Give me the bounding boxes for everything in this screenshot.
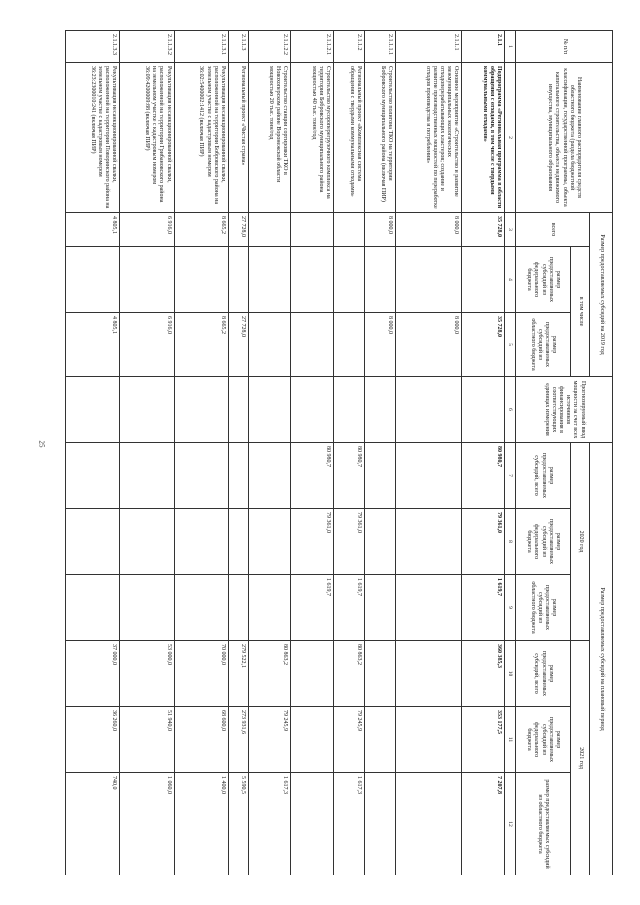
cell-c3: 6 916,0 bbox=[120, 213, 174, 247]
column-index: 4 bbox=[505, 247, 516, 313]
cell-name: Строительство станции сортировки ТКО в Новохоперском районе Воронежской области мощностью 20 тыс. тонн/год bbox=[248, 63, 291, 213]
header-total: всего bbox=[516, 213, 590, 247]
cell-c12: 7 207,8 bbox=[462, 773, 505, 875]
cell-c12: 1 060,0 bbox=[120, 773, 174, 875]
cell-name: Строительство мусороперегрузочного комплекса на территории Бобровского муниципального района мощностью 40 тыс. тонн/год bbox=[291, 63, 334, 213]
cell-c10 bbox=[365, 641, 396, 707]
header-total-2021: размер предоставляемых субсидий, всего bbox=[516, 641, 571, 707]
cell-c9 bbox=[174, 575, 228, 641]
column-index: 3 bbox=[505, 213, 516, 247]
cell-num: 2.1.1.2.1 bbox=[291, 31, 334, 63]
cell-c8 bbox=[174, 509, 228, 575]
column-index: 1 bbox=[505, 31, 516, 63]
header-in-that: в том числе bbox=[571, 247, 590, 377]
cell-c6 bbox=[291, 377, 334, 443]
cell-c7 bbox=[248, 443, 291, 509]
cell-c9: 1 619,7 bbox=[462, 575, 505, 641]
cell-c11 bbox=[291, 707, 334, 773]
cell-c8 bbox=[228, 509, 248, 575]
cell-c10: 70 000,0 bbox=[174, 641, 228, 707]
cell-num: 2.1.1.3.1 bbox=[174, 31, 228, 63]
document-page bbox=[65, 30, 613, 875]
cell-c7 bbox=[396, 443, 462, 509]
cell-c11 bbox=[396, 707, 462, 773]
cell-c8 bbox=[66, 509, 120, 575]
header-2019: Размер предоставляемых субсидий на 2019 год bbox=[590, 213, 613, 377]
cell-c3: 8 000,0 bbox=[396, 213, 462, 247]
cell-c7 bbox=[66, 443, 120, 509]
column-index: 6 bbox=[505, 377, 516, 443]
cell-c4 bbox=[66, 247, 120, 313]
cell-c6 bbox=[66, 377, 120, 443]
cell-c12: 1 400,0 bbox=[174, 773, 228, 875]
cell-c10: 37 000,0 bbox=[66, 641, 120, 707]
cell-c11: 353 177,5 bbox=[462, 707, 505, 773]
cell-c10 bbox=[396, 641, 462, 707]
cell-c5: 4 805,1 bbox=[66, 313, 120, 377]
cell-c5: 6 916,0 bbox=[120, 313, 174, 377]
header-fed-2021: размер предоставляемых субсидий из федерального бюджета bbox=[516, 707, 571, 773]
cell-c3: 27 728,0 bbox=[228, 213, 248, 247]
cell-c4 bbox=[334, 247, 365, 313]
cell-c7 bbox=[174, 443, 228, 509]
column-index: 2 bbox=[505, 63, 516, 213]
cell-c7 bbox=[365, 443, 396, 509]
header-num: № п/п bbox=[516, 31, 613, 63]
cell-c12 bbox=[291, 773, 334, 875]
cell-c11: 36 260,0 bbox=[66, 707, 120, 773]
column-index: 12 bbox=[505, 773, 516, 875]
cell-c4 bbox=[462, 247, 505, 313]
header-total-2020: размер предоставляемых субсидий, всего bbox=[516, 443, 571, 509]
cell-c5: 8 000,0 bbox=[365, 313, 396, 377]
table-row bbox=[174, 31, 228, 876]
table-row bbox=[248, 31, 291, 876]
cell-c6 bbox=[174, 377, 228, 443]
cell-c11: 79 245,9 bbox=[334, 707, 365, 773]
cell-c9 bbox=[248, 575, 291, 641]
cell-c10: 80 863,2 bbox=[248, 641, 291, 707]
cell-c6 bbox=[462, 377, 505, 443]
cell-c3 bbox=[334, 213, 365, 247]
cell-c8: 79 361,0 bbox=[291, 509, 334, 575]
table-row bbox=[228, 31, 248, 876]
cell-c4 bbox=[120, 247, 174, 313]
cell-c12: 740,0 bbox=[66, 773, 120, 875]
cell-num: 2.1.1.2.2 bbox=[248, 31, 291, 63]
cell-c12 bbox=[365, 773, 396, 875]
cell-c8: 79 361,0 bbox=[334, 509, 365, 575]
header-name: Наименование главного распорядителя средств областного бюджета (раздела бюджетной классификации, государственной программы, объекта капитального строительства, объекта недвижимого имущества, муниципального образования bbox=[516, 63, 613, 213]
subsidy-table-container bbox=[65, 30, 613, 875]
table-row bbox=[66, 31, 120, 876]
cell-name: Строительство полигона ТКО на территории Бобровского муниципального района (включая ПИР) bbox=[365, 63, 396, 213]
cell-c5: 27 728,0 bbox=[228, 313, 248, 377]
cell-c6 bbox=[248, 377, 291, 443]
cell-c5 bbox=[334, 313, 365, 377]
cell-c8 bbox=[396, 509, 462, 575]
cell-num: 2.1.1.3.3 bbox=[66, 31, 120, 63]
cell-name: Региональный проект «Чистая страна» bbox=[228, 63, 248, 213]
cell-c6 bbox=[365, 377, 396, 443]
cell-num: 2.1.1.1.1 bbox=[365, 31, 396, 63]
cell-c3: 8 000,0 bbox=[365, 213, 396, 247]
cell-name: Подпрограмма «Региональная программа в области обращения с отходами, в том числе с твердыми коммунальными отходами» bbox=[462, 63, 505, 213]
cell-c5: 35 728,0 bbox=[462, 313, 505, 377]
cell-name: Основное мероприятие «Строительство и развитие межмуниципальных экологических отходоперерабатывающих кластеров; создание и развитие производственных мощностей по переработке отходов производства и потребления» bbox=[396, 63, 462, 213]
cell-c12: 1 617,3 bbox=[334, 773, 365, 875]
cell-name: Региональный проект «Комплексная система обращения с твердыми коммунальными отходами» bbox=[334, 63, 365, 213]
cell-c12: 1 617,3 bbox=[248, 773, 291, 875]
cell-name: Рекультивация несанкционированной свалки, расположенной на территории Грибановского района на земельном участке с кадастровым номером 36:09:4200009:88 (включая ПИР) bbox=[120, 63, 174, 213]
table-body bbox=[66, 31, 505, 876]
cell-c7: 80 980,7 bbox=[334, 443, 365, 509]
cell-c7 bbox=[228, 443, 248, 509]
table-row bbox=[334, 31, 365, 876]
header-planning: Размер предоставляемых субсидий на плановый период bbox=[590, 443, 613, 875]
cell-c10 bbox=[291, 641, 334, 707]
cell-num: 2.1.1.3 bbox=[228, 31, 248, 63]
column-index: 7 bbox=[505, 443, 516, 509]
table-row bbox=[462, 31, 505, 876]
cell-c12 bbox=[396, 773, 462, 875]
column-index: 11 bbox=[505, 707, 516, 773]
cell-c11: 79 245,9 bbox=[248, 707, 291, 773]
cell-c10: 80 863,2 bbox=[334, 641, 365, 707]
column-index: 9 bbox=[505, 575, 516, 641]
column-index-row bbox=[505, 31, 516, 876]
header-reg-2019: размер предоставляемых субсидий из областного бюджета bbox=[516, 313, 571, 377]
cell-num: 2.1.1.1 bbox=[396, 31, 462, 63]
cell-name: Рекультивация несанкционированной свалки, расположенной на территории Поворинского района на земельном участке с кадастровым номером 36:23:2300010:241 (включая ПИР) bbox=[66, 63, 120, 213]
header-2020: 2020 год bbox=[571, 443, 590, 641]
cell-c4 bbox=[396, 247, 462, 313]
column-index: 8 bbox=[505, 509, 516, 575]
cell-c4 bbox=[248, 247, 291, 313]
header-fed-2020: размер предоставляемых субсидий из федерального бюджета bbox=[516, 509, 571, 575]
header-reg-2020: размер предоставляемых субсидий из областного бюджета bbox=[516, 575, 571, 641]
header-forecast: Прогнозируемый ввод мощности за счет всех источников финансирования в соответствующих единицах измерения bbox=[516, 377, 613, 443]
cell-c5 bbox=[248, 313, 291, 377]
cell-c3: 35 728,0 bbox=[462, 213, 505, 247]
cell-c9 bbox=[228, 575, 248, 641]
cell-c7: 80 980,7 bbox=[462, 443, 505, 509]
cell-c4 bbox=[228, 247, 248, 313]
cell-c8 bbox=[365, 509, 396, 575]
cell-c8 bbox=[248, 509, 291, 575]
cell-c10: 53 000,0 bbox=[120, 641, 174, 707]
cell-c6 bbox=[334, 377, 365, 443]
cell-c6 bbox=[396, 377, 462, 443]
column-index: 10 bbox=[505, 641, 516, 707]
cell-c9: 1 619,7 bbox=[291, 575, 334, 641]
cell-c3 bbox=[291, 213, 334, 247]
page-number: 25 bbox=[37, 440, 46, 448]
cell-c6 bbox=[228, 377, 248, 443]
cell-c9 bbox=[120, 575, 174, 641]
cell-c11: 51 940,0 bbox=[120, 707, 174, 773]
cell-c11: 273 931,6 bbox=[228, 707, 248, 773]
table-row bbox=[291, 31, 334, 876]
cell-c9 bbox=[365, 575, 396, 641]
cell-c7 bbox=[120, 443, 174, 509]
cell-c4 bbox=[174, 247, 228, 313]
cell-num: 2.1.1.3.2 bbox=[120, 31, 174, 63]
cell-c3: 4 805,1 bbox=[66, 213, 120, 247]
table-row bbox=[365, 31, 396, 876]
cell-name: Рекультивация несанкционированной свалки, расположенной на территории Бобровского района на земельном участке с кадастровым номером 36:02:5400002:1412 (включая ПИР) bbox=[174, 63, 228, 213]
cell-c5 bbox=[291, 313, 334, 377]
table-row bbox=[396, 31, 462, 876]
cell-c11: 68 600,0 bbox=[174, 707, 228, 773]
cell-num: 2.1.1.2 bbox=[334, 31, 365, 63]
cell-c9 bbox=[396, 575, 462, 641]
cell-c6 bbox=[120, 377, 174, 443]
cell-c4 bbox=[291, 247, 334, 313]
cell-c12: 5 590,5 bbox=[228, 773, 248, 875]
column-index: 5 bbox=[505, 313, 516, 377]
header-2021: 2021 год bbox=[571, 641, 590, 875]
cell-c4 bbox=[365, 247, 396, 313]
subsidy-table bbox=[65, 30, 613, 875]
cell-num: 2.1.1 bbox=[462, 31, 505, 63]
header-fed-2019: размер предоставляемых субсидий из федерального бюджета bbox=[516, 247, 571, 313]
cell-c10: 360 385,3 bbox=[462, 641, 505, 707]
cell-c5: 8 000,0 bbox=[396, 313, 462, 377]
cell-c5: 8 665,2 bbox=[174, 313, 228, 377]
cell-c10: 279 522,1 bbox=[228, 641, 248, 707]
header-reg-2021: размер предоставляемых субсидий из областного бюджета bbox=[516, 773, 571, 875]
cell-c3 bbox=[248, 213, 291, 247]
cell-c11 bbox=[365, 707, 396, 773]
cell-c9 bbox=[66, 575, 120, 641]
cell-c9: 1 619,7 bbox=[334, 575, 365, 641]
cell-c3: 8 665,2 bbox=[174, 213, 228, 247]
cell-c7: 80 980,7 bbox=[291, 443, 334, 509]
header-row-1 bbox=[590, 31, 613, 876]
cell-c8: 79 361,0 bbox=[462, 509, 505, 575]
table-row bbox=[120, 31, 174, 876]
cell-c8 bbox=[120, 509, 174, 575]
